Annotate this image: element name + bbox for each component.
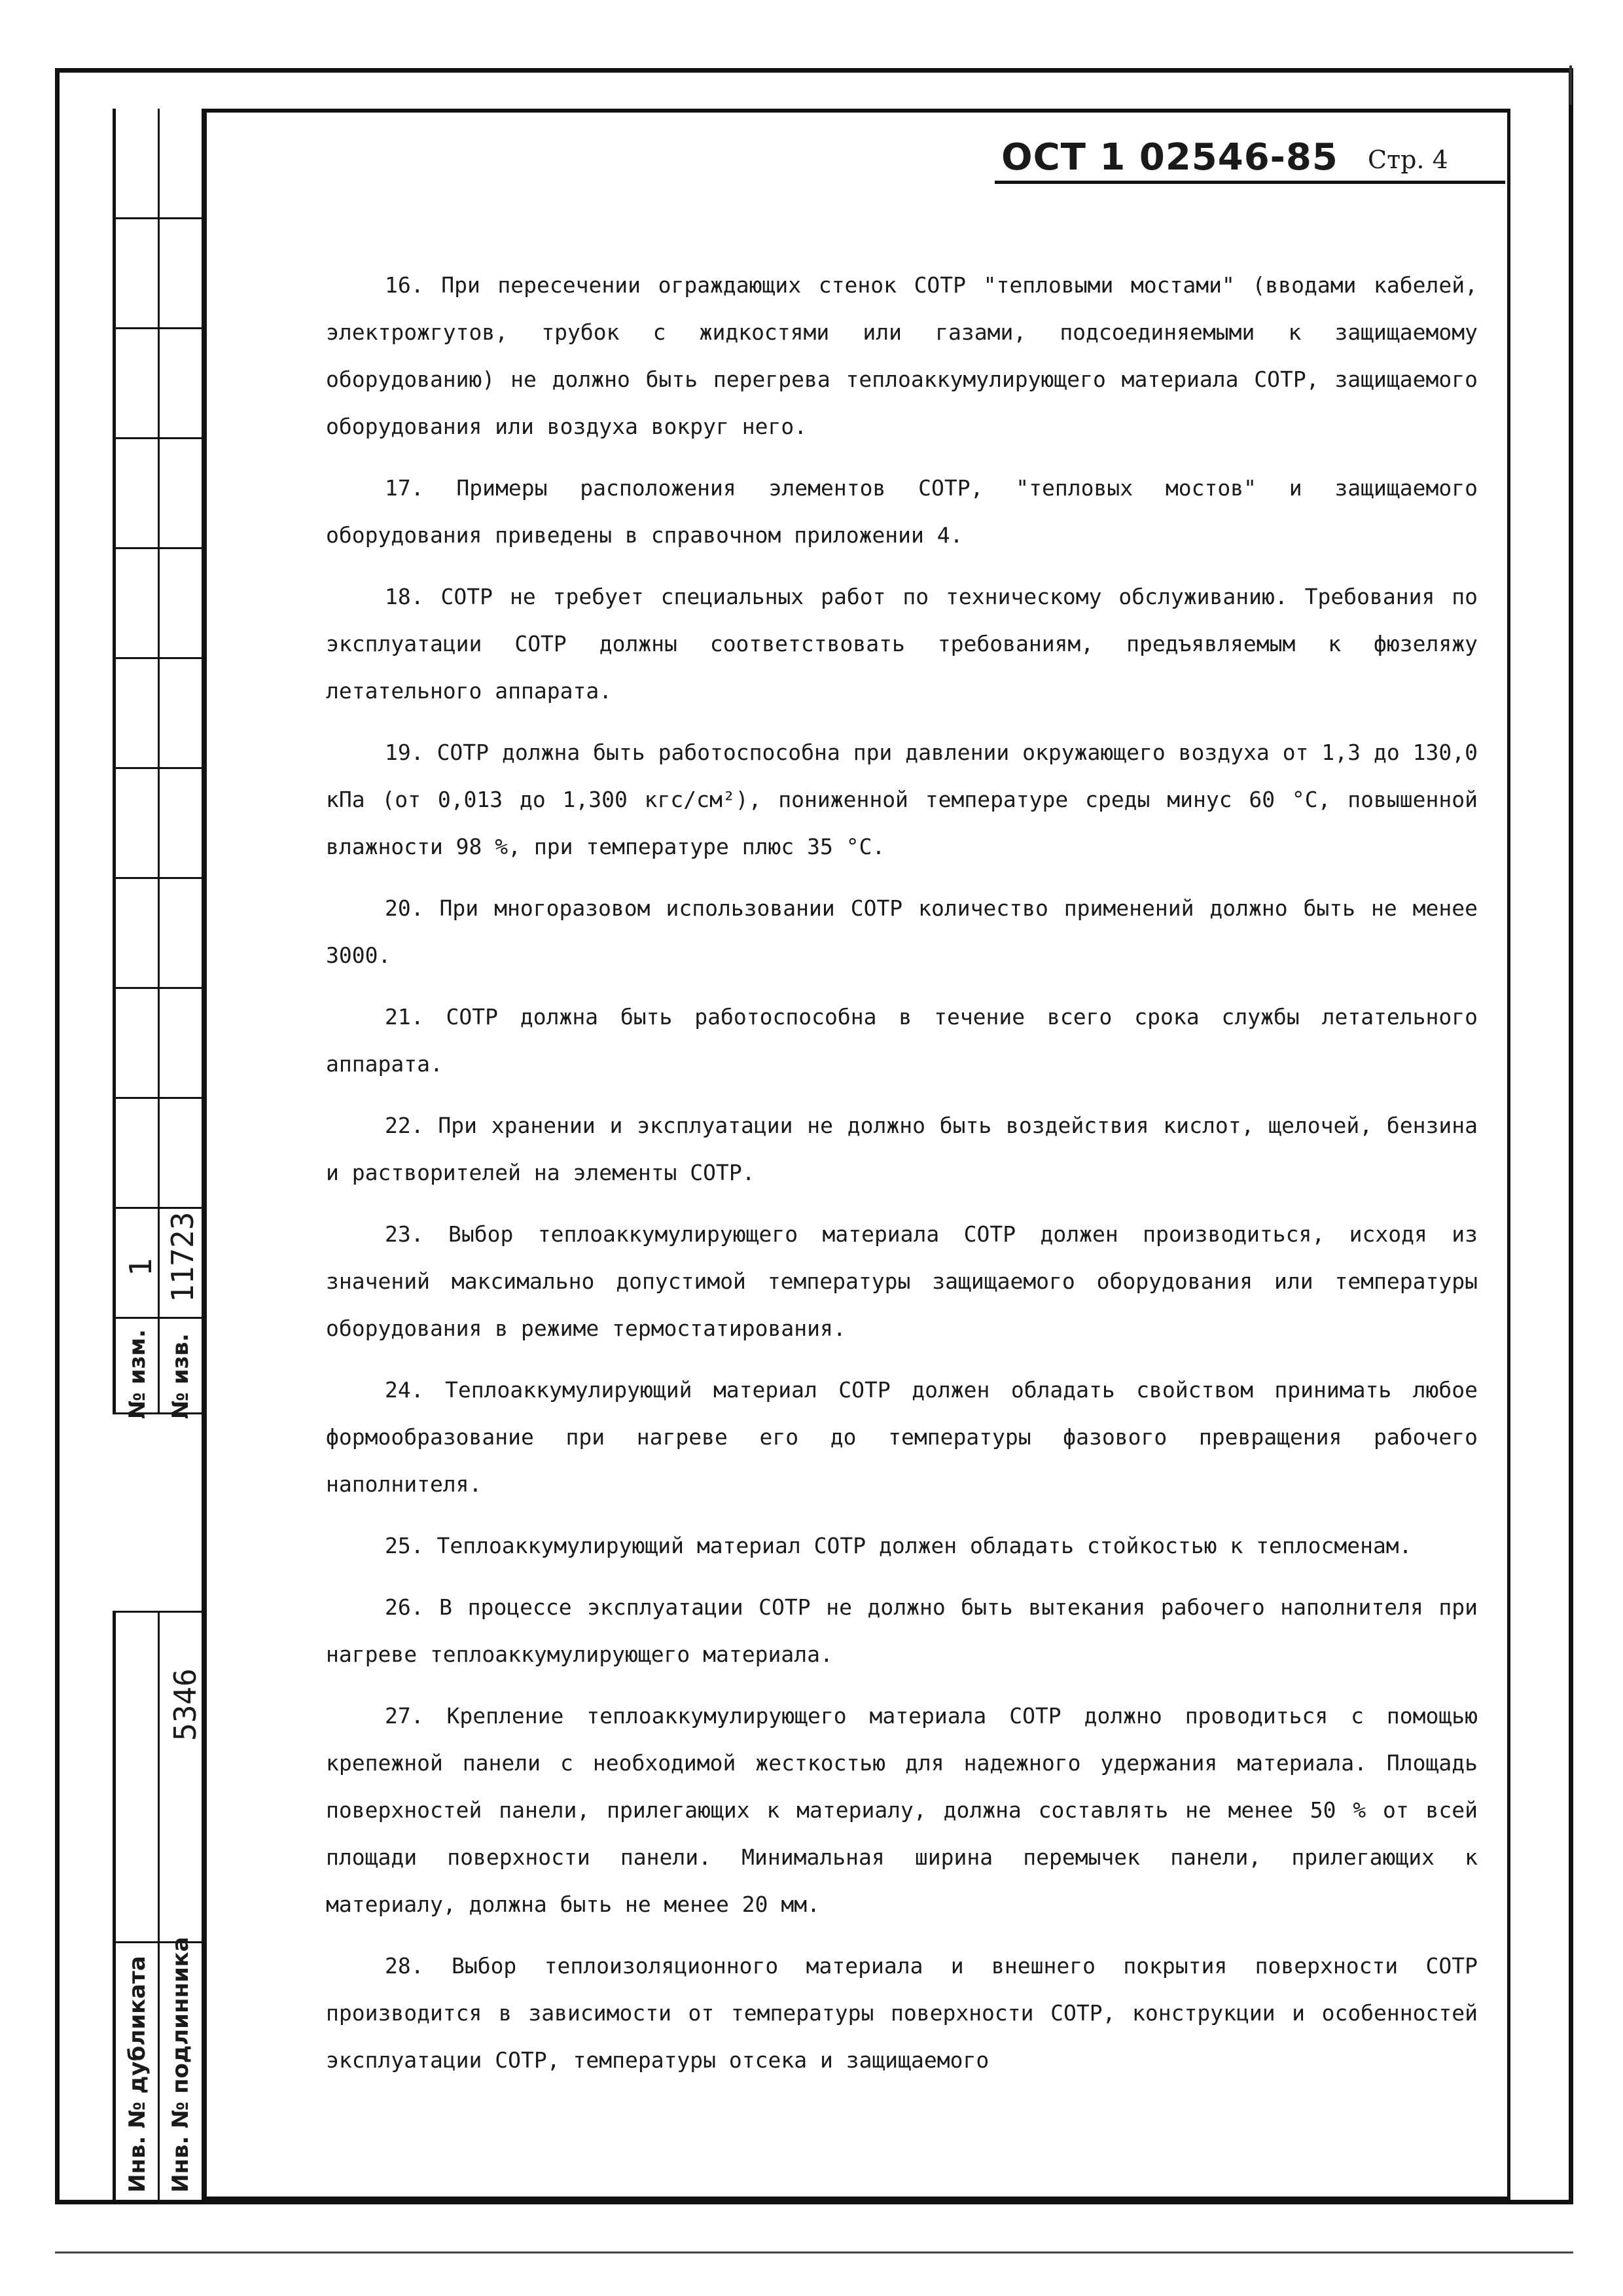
standard-number: ОСТ 1 02546-85: [1001, 136, 1338, 179]
izv-label: № изв.: [168, 1333, 194, 1419]
inv-original-label: Инв. № подлинника: [168, 1937, 194, 2193]
paragraph-26: 26. В процессе эксплуатации СОТР не должно быть вытекания рабочего наполнителя при нагреве теплоаккумулирующего материала.: [326, 1594, 1478, 1667]
strip-row-line: [116, 217, 205, 219]
izm-value: 1: [123, 1258, 158, 1276]
strip-row-line: [116, 767, 205, 769]
strip-row-line: [116, 1611, 205, 1613]
inv-original-value: 5346: [168, 1668, 203, 1741]
paragraph-16: 16. При пересечении ограждающих стенок СОТР "тепловыми мостами" (вводами кабелей, электрожгутов, трубок с жидкостями или газами, подсоединяемыми к защищаемому оборудованию) не должно быть перегрева теплоаккумулирующего материала СОТР, защищаемого оборудования или воздуха вокруг него.: [326, 272, 1478, 439]
inv-duplicate-label: Инв. № дубликата: [124, 1956, 151, 2193]
paragraph-20: 20. При многоразовом использовании СОТР количество применений должно быть не менее 3000.: [326, 895, 1478, 968]
paragraph-19: 19. СОТР должна быть работоспособна при давлении окружающего воздуха от 1,3 до 130,0 кПа (от 0,013 до 1,300 кгс/см²), пониженной температуре среды минус 60 °С, повышенной влажности 98 %, при температуре плюс 35 °С.: [326, 740, 1478, 859]
corner-mark: [1569, 65, 1572, 105]
document-body: [326, 262, 1478, 2098]
strip-gap: [113, 1414, 202, 1611]
paragraph-23: 23. Выбор теплоаккумулирующего материала СОТР должен производиться, исходя из значений максимально допустимой температуры защищаемого оборудования или температуры оборудования в режиме термостатирования.: [326, 1221, 1478, 1341]
strip-row-line: [116, 1097, 205, 1099]
strip-row-line: [116, 437, 205, 439]
header-underline: [995, 181, 1505, 184]
page-bottom-edge: [55, 2251, 1573, 2253]
strip-row-line: [116, 987, 205, 989]
strip-row-line: [116, 327, 205, 329]
paragraph-24: 24. Теплоаккумулирующий материал СОТР должен обладать свойством принимать любое формообразование при нагреве его до температуры фазового превращения рабочего наполнителя.: [326, 1377, 1478, 1497]
paragraph-21: 21. СОТР должна быть работоспособна в течение всего срока службы летательного аппарата.: [326, 1004, 1478, 1077]
strip-row-line: [116, 1317, 205, 1319]
izv-value: 11723: [165, 1211, 200, 1302]
strip-row-line: [116, 877, 205, 879]
paragraph-28: 28. Выбор теплоизоляционного материала и внешнего покрытия поверхности СОТР производится в зависимости от температуры поверхности СОТР, конструкции и особенностей эксплуатации СОТР, температуры отсека и защищаемого: [326, 1953, 1478, 2073]
izm-label: № изм.: [124, 1329, 151, 1419]
paragraph-18: 18. СОТР не требует специальных работ по техническому обслуживанию. Требования по эксплуатации СОТР должны соответствовать требованиям, предъявляемым к фюзеляжу летательного аппарата.: [326, 584, 1478, 704]
page-number: Стр. 4: [1368, 145, 1448, 174]
strip-row-line: [116, 657, 205, 659]
margin-strip: [113, 109, 202, 2202]
paragraph-22: 22. При хранении и эксплуатации не должно быть воздействия кислот, щелочей, бензина и растворителей на элементы СОТР.: [326, 1113, 1478, 1185]
paragraph-25: 25. Теплоаккумулирующий материал СОТР должен обладать стойкостью к теплосменам.: [385, 1533, 1412, 1558]
strip-row-line: [116, 1207, 205, 1209]
paragraph-27: 27. Крепление теплоаккумулирующего материала СОТР должно проводиться с помощью крепежной панели с необходимой жесткостью для надежного удержания материала. Площадь поверхностей панели, прилегающих к материалу, должна составлять не менее 50 % от всей площади поверхности панели. Минимальная ширина перемычек панели, прилегающих к материалу, должна быть не менее 20 мм.: [326, 1703, 1478, 1917]
strip-row-line: [116, 547, 205, 549]
strip-divider: [158, 109, 160, 2202]
paragraph-17: 17. Примеры расположения элементов СОТР, "тепловых мостов" и защищаемого оборудования приведены в справочном приложении 4.: [326, 475, 1478, 548]
